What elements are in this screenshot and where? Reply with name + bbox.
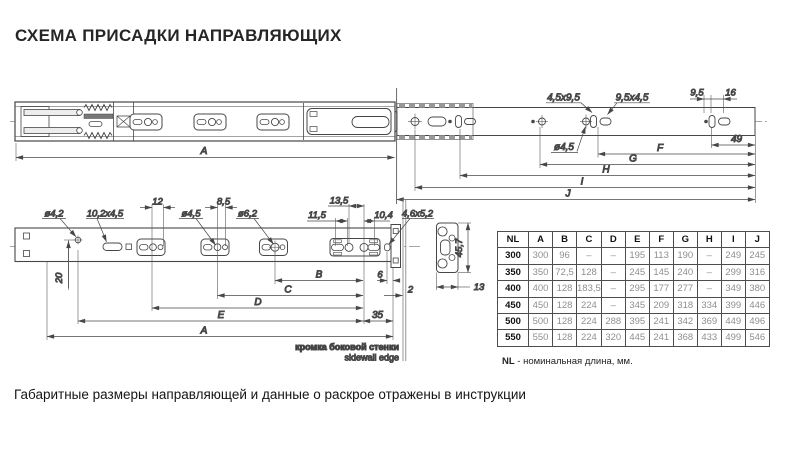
label-dim-h: H (602, 164, 610, 176)
table-header-row (498, 232, 770, 248)
table-cell: 295 (625, 281, 649, 297)
page-title: СХЕМА ПРИСАДКИ НАПРАВЛЯЮЩИХ (15, 26, 342, 45)
label-dim-j: J (565, 188, 571, 200)
extended-rail (386, 104, 755, 140)
label-dim-a-top: A (200, 146, 208, 157)
table-cell: 368 (673, 330, 697, 346)
table-cell: 183,5 (577, 281, 602, 297)
table-cell: 245 (745, 248, 769, 264)
label-dim-49: 49 (730, 134, 743, 145)
table-header-cell: D (601, 232, 625, 248)
label-dim-35: 35 (371, 310, 384, 321)
label-dim-115: 11,5 (308, 210, 326, 221)
table-cell: 288 (601, 313, 625, 329)
table-cell: 433 (697, 330, 721, 346)
table-cell: 190 (673, 248, 697, 264)
label-cross-width: 13 (473, 282, 485, 293)
table-cell: – (601, 297, 625, 313)
table-head (498, 232, 770, 248)
table-cell: 113 (649, 248, 673, 264)
table-header-cell: F (649, 232, 673, 248)
table-header-cell: J (745, 232, 769, 248)
table-cell: 342 (673, 313, 697, 329)
table-cell: 128 (553, 297, 577, 313)
table-cell: 224 (577, 297, 602, 313)
table-cell: – (697, 281, 721, 297)
table-cell: 350 (498, 264, 529, 280)
dimension-table (497, 231, 770, 347)
table-cell: 128 (553, 313, 577, 329)
label-sidewall-edge-en: sidewall edge (344, 352, 399, 363)
hole-cluster (194, 114, 226, 130)
label-dim-95: 9,5 (690, 87, 704, 99)
label-dim-104: 10,4 (374, 210, 393, 221)
table-cell: 400 (498, 281, 529, 297)
table-cell: – (697, 248, 721, 264)
label-sidewall-edge-ru: кромка боковой стенки (295, 342, 399, 352)
top-drawing (10, 88, 768, 205)
table-header-cell: G (673, 232, 697, 248)
table-header-cell: B (553, 232, 577, 248)
table-header-cell: I (721, 232, 745, 248)
label-dim-g: G (629, 153, 637, 165)
table-note (502, 356, 633, 367)
table-cell: 546 (745, 330, 769, 346)
label-dim-6: 6 (377, 269, 383, 281)
table-header-cell: C (577, 232, 602, 248)
table-row (498, 281, 770, 297)
table-cell: 395 (625, 313, 649, 329)
table-cell: 128 (553, 330, 577, 346)
table-cell: 249 (721, 248, 745, 264)
table-cell: 349 (721, 281, 745, 297)
closed-slide (15, 102, 395, 141)
table-cell: 300 (529, 248, 553, 264)
table-cell: 320 (601, 330, 625, 346)
table-cell: 380 (745, 281, 769, 297)
table-note-text: - номинальная длина, мм. (514, 356, 633, 367)
table-cell: 145 (649, 264, 673, 280)
cross-section-view (437, 223, 485, 293)
table-row (498, 313, 770, 329)
label-dim-135: 13,5 (329, 195, 349, 207)
label-dia-45: ø4,5 (181, 208, 201, 220)
table-cell: 445 (625, 330, 649, 346)
table-cell: 177 (649, 281, 673, 297)
bottom-drawing (10, 196, 434, 363)
table-cell: 500 (529, 313, 553, 329)
table-cell: 399 (721, 297, 745, 313)
table-cell: 450 (498, 297, 529, 313)
label-dia-45-top: ø4,5 (553, 142, 575, 153)
table-cell: 350 (529, 264, 553, 280)
label-slot-102x45: 10,2x4,5 (86, 208, 124, 220)
table-row (498, 297, 770, 313)
table-row (498, 264, 770, 280)
table-cell: 496 (745, 313, 769, 329)
table-cell: 241 (649, 313, 673, 329)
table-cell: – (601, 281, 625, 297)
table-cell: 369 (697, 313, 721, 329)
label-dim-12: 12 (152, 196, 163, 208)
table-header-cell: A (529, 232, 553, 248)
label-dim-i: I (580, 176, 584, 188)
table-cell: 550 (498, 330, 529, 346)
table-cell: 195 (625, 248, 649, 264)
table-cell: 449 (721, 313, 745, 329)
table-row (498, 248, 770, 264)
label-dim-d: D (254, 297, 262, 308)
table-body (498, 248, 770, 346)
table-cell: 224 (577, 313, 602, 329)
label-dim-b: B (315, 269, 323, 281)
table-cell: – (697, 264, 721, 280)
label-dim-16: 16 (725, 87, 736, 99)
table-cell: 240 (673, 264, 697, 280)
table-cell: 300 (498, 248, 529, 264)
table-cell: 128 (553, 281, 577, 297)
dimension-table-wrap (497, 231, 770, 347)
table-cell: 400 (529, 281, 553, 297)
table-cell: 277 (673, 281, 697, 297)
table-header-cell: E (625, 232, 649, 248)
table-cell: 318 (673, 297, 697, 313)
table-header-cell: H (697, 232, 721, 248)
table-cell: 72,5 (553, 264, 577, 280)
table-cell: 500 (498, 313, 529, 329)
label-dim-f: F (656, 143, 664, 154)
label-dim-a-bottom: A (200, 325, 208, 337)
table-cell: 96 (553, 248, 577, 264)
table-cell: 345 (625, 297, 649, 313)
table-cell: 209 (649, 297, 673, 313)
label-dim-20: 20 (54, 272, 65, 284)
table-note-term: NL (502, 356, 515, 367)
table-cell: – (601, 264, 625, 280)
label-cross-height: 45,7 (454, 238, 465, 258)
label-dim-c: C (284, 284, 292, 296)
label-slot-46x52: 4,6x5,2 (401, 208, 434, 220)
table-header-cell: NL (498, 232, 529, 248)
footer-note: Габаритные размеры направляющей и данные о раскрое отражены в инструкции (14, 387, 526, 402)
label-dia-42: ø4,2 (44, 208, 64, 220)
table-cell: 241 (649, 330, 673, 346)
table-cell: – (577, 248, 602, 264)
table-cell: 299 (721, 264, 745, 280)
table-cell: 128 (577, 264, 602, 280)
label-dim-85: 8,5 (216, 196, 231, 208)
table-cell: 450 (529, 297, 553, 313)
table-cell: 499 (721, 330, 745, 346)
table-cell: 316 (745, 264, 769, 280)
label-dia-62: ø6,2 (237, 208, 258, 220)
label-dim-2: 2 (407, 284, 414, 296)
label-dim-e: E (217, 310, 225, 321)
table-cell: 550 (529, 330, 553, 346)
hole-cluster (257, 114, 289, 130)
table-row (498, 330, 770, 346)
table-cell: 334 (697, 297, 721, 313)
table-cell: 224 (577, 330, 602, 346)
sidewall-edge-line (403, 199, 406, 361)
label-slot-95x45: 9,5x4,5 (615, 92, 649, 104)
table-cell: – (601, 248, 625, 264)
table-cell: 245 (625, 264, 649, 280)
mounting-rail (15, 225, 401, 268)
label-slot-45x95: 4,5x9,5 (547, 92, 580, 104)
hole-cluster (130, 114, 162, 130)
table-cell: 446 (745, 297, 769, 313)
